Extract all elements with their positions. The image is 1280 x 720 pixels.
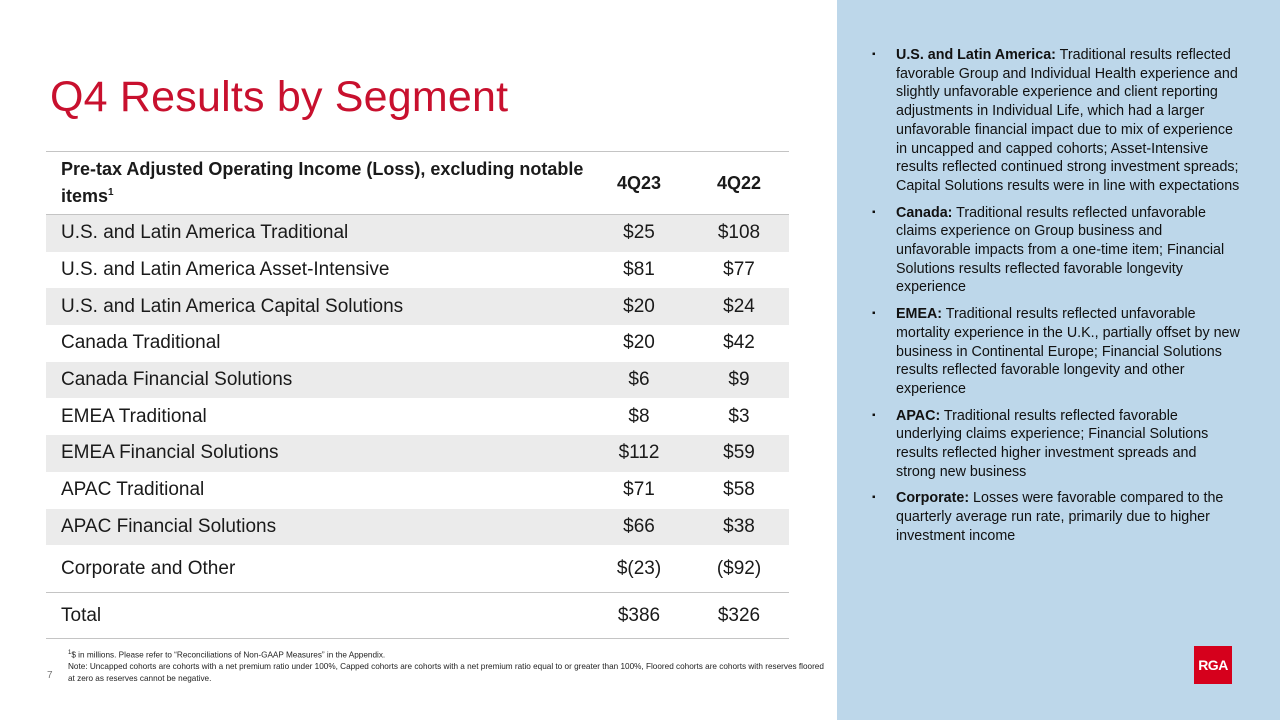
commentary-item [870, 407, 1240, 482]
page-title: Q4 Results by Segment [50, 72, 509, 121]
commentary-heading: APAC: [896, 407, 941, 424]
value-4q23: $66 [589, 509, 689, 546]
table-row [46, 252, 789, 289]
commentary-item [870, 46, 1240, 196]
bullet-icon: ▪ [872, 206, 876, 218]
value-4q22: $42 [723, 332, 755, 354]
commentary-heading: Canada: [896, 204, 953, 221]
segment-results-table [46, 151, 789, 639]
value-4q22: $77 [723, 259, 755, 281]
table-row [46, 288, 789, 325]
commentary-text: Traditional results reflected unfavorable claims experience on Group business and unfavorable impacts from a one-time item; Financial Solutions results reflected favorable longevity experience [896, 204, 1225, 296]
row-label: Canada Traditional [61, 332, 221, 354]
page-number: 7 [47, 670, 53, 681]
row-label: U.S. and Latin America Asset-Intensive [61, 259, 390, 281]
table-row [46, 362, 789, 399]
value-4q22: $108 [689, 215, 789, 252]
table-row [46, 545, 789, 593]
footnotes [68, 648, 828, 684]
value-4q23: $20 [623, 332, 655, 354]
commentary-list [870, 46, 1240, 554]
commentary-text: Losses were favorable compared to the quarterly average run rate, primarily due to higher investment income [896, 490, 1224, 544]
row-label: APAC Financial Solutions [46, 509, 589, 546]
value-4q23: $112 [589, 435, 689, 472]
header-footnote-mark: 1 [108, 187, 114, 198]
value-4q23: $20 [589, 288, 689, 325]
total-row [46, 593, 789, 639]
footnote-1: $^1$\$ in millions. Please refer to “Reconciliations of Non-GAAP Measures” in the Appendix. [68, 650, 386, 660]
header-label [46, 152, 589, 215]
row-label: U.S. and Latin America Capital Solutions [46, 288, 589, 325]
commentary-text: Traditional results reflected favorable underlying claims experience; Financial Solutions results reflected higher investment spreads and strong new business [896, 407, 1209, 480]
commentary-heading: Corporate: [896, 490, 970, 507]
footnote-2: Note: Uncapped cohorts are cohorts with a net premium ratio under 100%, Capped cohorts are cohorts with a net premium ratio equal to or greater than 100%, Floored cohorts are cohorts with reserves floored at zero as reserves cannot be negative. [68, 662, 824, 683]
bullet-icon: ▪ [872, 409, 876, 421]
total-4q23: $386 [589, 593, 689, 639]
bullet-icon: ▪ [872, 49, 876, 60]
value-4q23: $6 [589, 362, 689, 399]
commentary-item [870, 305, 1240, 399]
total-label: Total [46, 593, 589, 639]
value-4q22: ($92) [716, 557, 762, 579]
footnote-1-mark: 1 [68, 650, 72, 656]
header-label-text: Pre-tax Adjusted Operating Income (Loss), excluding notable items [61, 159, 584, 206]
bullet-icon: ▪ [872, 492, 876, 504]
table-row [46, 509, 789, 546]
row-label: EMEA Financial Solutions [46, 435, 589, 472]
table-body [46, 215, 789, 639]
table-row [46, 435, 789, 472]
row-label: Canada Financial Solutions [46, 362, 589, 399]
header-4q23: 4Q23 [589, 152, 689, 215]
value-4q23: $25 [589, 215, 689, 252]
value-4q22: $24 [689, 288, 789, 325]
row-label: APAC Traditional [61, 479, 205, 501]
value-4q23: $(23) [616, 557, 662, 579]
total-4q22: $326 [689, 593, 789, 639]
header-4q22: 4Q22 [689, 152, 789, 215]
value-4q23: $8 [628, 405, 650, 427]
commentary-text: Traditional results reflected favorable Group and Individual Health experience and slightly unfavorable experience and client reporting adjustments in Individual Life, which had a larger unfavorable financial impact due to mix of experience in uncapped and capped cohorts; Asset-Intensive results reflected continued strong investment spreads; Capital Solutions results were in line with expectations [896, 47, 1240, 194]
value-4q22: $38 [689, 509, 789, 546]
value-4q22: $59 [689, 435, 789, 472]
commentary-item [870, 489, 1240, 545]
table-row [46, 398, 789, 435]
value-4q22: $58 [723, 479, 755, 501]
commentary-text: Traditional results reflected unfavorable mortality experience in the U.K., partially offset by new business in Continental Europe; Financial Solutions results reflected favorable longevity and other experience [896, 306, 1240, 397]
rga-logo: RGA [1194, 646, 1232, 684]
table-row [46, 325, 789, 362]
value-4q22: $9 [689, 362, 789, 399]
value-4q23: $71 [623, 479, 655, 501]
table-row [46, 472, 789, 509]
table-header-row [46, 152, 789, 215]
commentary-heading: U.S. and Latin America: [896, 47, 1056, 63]
row-label: U.S. and Latin America Traditional [46, 215, 589, 252]
value-4q22: $3 [728, 405, 750, 427]
commentary-heading: EMEA: [896, 306, 943, 323]
row-label: Corporate and Other [61, 557, 236, 579]
bullet-icon: ▪ [872, 308, 876, 320]
value-4q23: $81 [623, 259, 655, 281]
commentary-item [870, 204, 1240, 298]
table-row [46, 215, 789, 252]
row-label: EMEA Traditional [61, 405, 207, 427]
